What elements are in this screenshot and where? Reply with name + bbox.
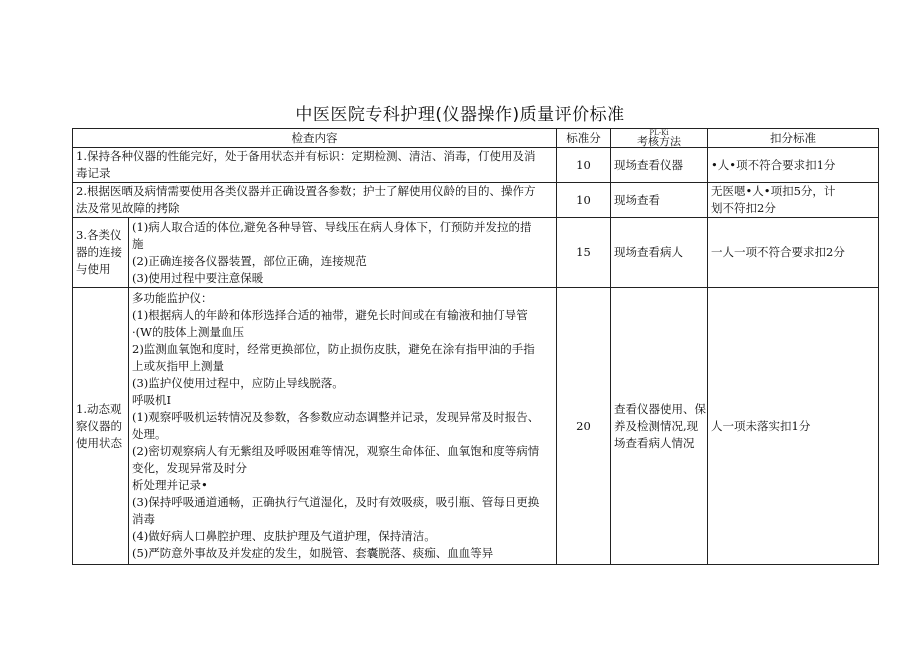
header-deduct: 扣分标准: [708, 129, 879, 148]
content-line: (4)做好病人口鼻腔护理、皮肤护理及气道护理，保持清洁。: [132, 529, 436, 543]
row-score: 20: [557, 288, 611, 565]
content-line: 消毒: [132, 512, 155, 526]
deduct-line: 划不符扣2分: [711, 201, 776, 215]
content-line: (5)严防意外事故及并发症的发生，如脱管、套囊脱落、痰痂、血血等异: [132, 546, 494, 560]
row-deduct: 一人一项不符合要求扣2分: [708, 218, 879, 288]
label-line: 器的连接: [76, 245, 122, 259]
evaluation-table: [72, 128, 879, 565]
content-line: 析处理并记录•: [132, 478, 208, 492]
content-line: (1)病人取合适的体位,避免各种导管、导线压在病人身体下，仃预防并发拉的措: [132, 219, 532, 234]
method-line: 养及检测情况,现: [614, 418, 699, 433]
table-row: [73, 218, 879, 288]
content-line: ·(W的肢体上测量血压: [132, 325, 244, 339]
header-score: 标准分: [557, 129, 611, 148]
row-method: [611, 288, 708, 565]
header-method-label: 考核方法: [637, 135, 681, 148]
content-line: (3)使用过程中要注意保暖: [132, 270, 264, 285]
table-row: [73, 288, 879, 565]
label-line: 使用状态: [76, 435, 122, 450]
row-method: 现场查看仪器: [611, 148, 708, 183]
content-line: 法及常见故障的拷除: [76, 201, 180, 215]
content-line: (2)密切观察病人有无紫组及呼吸困难等情况，观察生命体征、血氧饱和度等病情: [132, 444, 540, 458]
row-deduct: [708, 183, 879, 218]
content-line: 多功能监护仪：: [132, 291, 213, 305]
row-score: 15: [557, 218, 611, 288]
row-content: [129, 288, 557, 565]
content-line: (1)观察呼吸机运转情况及参数，各参数应动态调整并记录，发现异常及时报告、: [132, 410, 540, 424]
content-line: (3)监护仪使用过程中，应防止导线脱落。: [132, 376, 344, 390]
row-method: 现场查看病人: [611, 218, 708, 288]
row-score: 10: [557, 183, 611, 218]
row-deduct: •人•项不符合要求扣1分: [708, 148, 879, 183]
header-content: 检查内容: [73, 129, 557, 148]
row-deduct: 人一项未落实扣1分: [708, 288, 879, 565]
label-line: 1.动态观: [76, 401, 122, 416]
content-line: 1.保持各种仪器的性能完好，处于备用状态并有标识：定期检测、清洁、消毒，仃使用及消: [76, 149, 536, 163]
deduct-line: 无医嗯•人•项扣5分，计: [711, 184, 836, 198]
content-line: (2)正确连接各仪器装置，部位正确，连接规范: [132, 253, 367, 268]
row-label: [73, 218, 129, 288]
content-line: 处理。: [132, 427, 167, 441]
page-title: 中医医院专科护理(仪器操作)质量评价标准: [295, 105, 625, 125]
content-line: 施: [132, 236, 144, 251]
row-score: 10: [557, 148, 611, 183]
label-line: 3.各类仪: [76, 228, 122, 242]
label-line: 察仪器的: [76, 418, 122, 433]
row-method: 现场查看: [611, 183, 708, 218]
method-line: 查看仪器使用、保: [614, 401, 706, 416]
content-line: 毒记录: [76, 166, 111, 180]
header-method: [611, 129, 708, 148]
row-content: [73, 148, 557, 183]
content-line: 2)监测血氧饱和度时，经常更换部位，防止损伤皮肤，避免在涂有指甲油的手指: [132, 342, 535, 356]
table-row: [73, 148, 879, 183]
content-line: 呼吸机I: [132, 393, 172, 407]
row-content: [73, 183, 557, 218]
table-row: [73, 183, 879, 218]
content-line: 2.根据医晒及病情需要使用各类仪器并正确设置各参数；护士了解使用仪龄的目的、操作方: [76, 184, 536, 198]
content-line: 变化，发现异常及时分: [132, 461, 247, 475]
label-line: 与使用: [76, 262, 111, 276]
header-row: [73, 129, 879, 148]
content-line: (1)根据病人的年龄和体形选择合适的袖带，避免长时间或在有输液和抽仃导管: [132, 308, 528, 322]
content-line: (3)保持呼吸通道通畅，正确执行气道湿化，及时有效吸痰，吸引瓶、管每日更换: [132, 495, 540, 509]
row-content: [129, 218, 557, 288]
row-label: [73, 288, 129, 565]
header-method-small: PL-Ki: [649, 129, 669, 137]
content-line: 上或灰指甲上测量: [132, 359, 224, 373]
method-line: 场查看病人情况: [614, 435, 695, 450]
